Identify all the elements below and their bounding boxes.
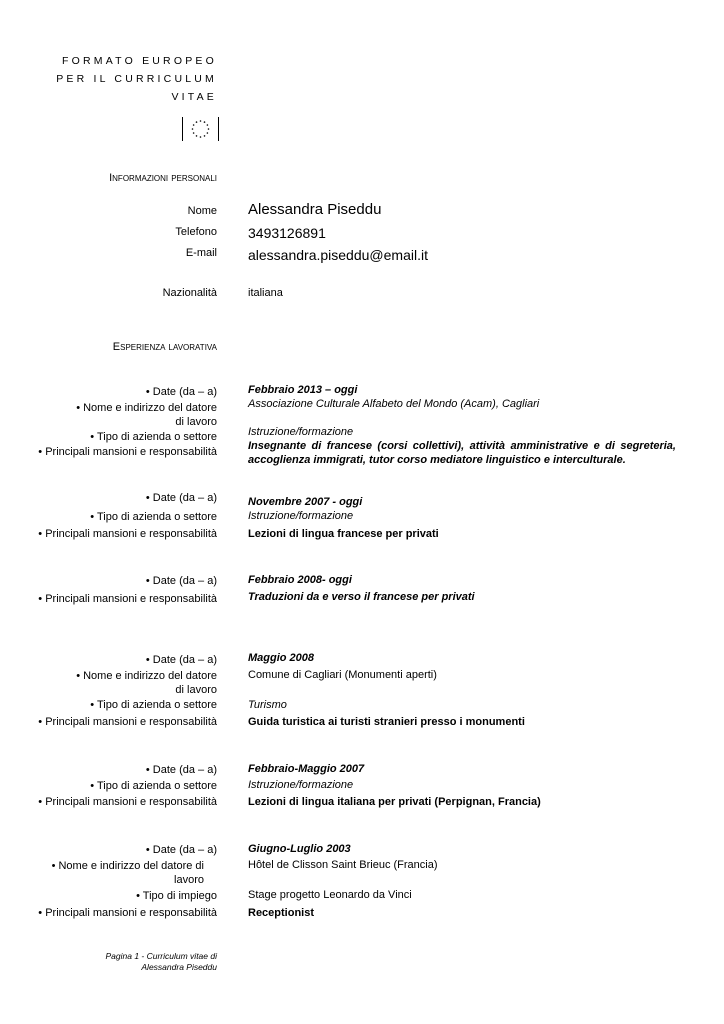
- name-label: Nome: [187, 205, 217, 217]
- entry4-date-label: • Date (da – a): [145, 654, 217, 666]
- entry2-type: Istruzione/formazione: [248, 510, 354, 522]
- entry5-duties-label: • Principali mansioni e responsabilità: [38, 796, 217, 808]
- cv-title: [56, 52, 217, 106]
- entry6-date: Giugno-Luglio 2003: [248, 843, 351, 855]
- entry1-duties-label: • Principali mansioni e responsabilità: [38, 446, 217, 458]
- entry2-date: Novembre 2007 - oggi: [248, 496, 363, 508]
- entry4-type: Turismo: [248, 699, 287, 711]
- email-value[interactable]: alessandra.piseddu@email.it: [248, 247, 428, 263]
- entry4-duties-label: • Principali mansioni e responsabilità: [38, 716, 217, 728]
- name-value: Alessandra Piseddu: [248, 201, 382, 218]
- entry1-date-label: • Date (da – a): [145, 386, 217, 398]
- entry4-duties: Guida turistica ai turisti stranieri presso i monumenti: [248, 716, 525, 728]
- entry1-duties: Insegnante di francese (corsi collettivi), attività amministrative e di segreteria, accoglienza immigrati, tutor corso mediatore linguistico e interculturale.: [248, 440, 676, 466]
- entry3-date-label: • Date (da – a): [145, 575, 217, 587]
- entry1-date: Febbraio 2013 – oggi: [248, 384, 358, 396]
- cv-title-line-2: PER IL CURRICULUM: [56, 73, 217, 85]
- entry5-date-label: • Date (da – a): [145, 764, 217, 776]
- entry1-employer: Associazione Culturale Alfabeto del Mondo (Acam), Cagliari: [248, 398, 540, 410]
- entry2-type-label: • Tipo di azienda o settore: [90, 511, 217, 523]
- section-title-personal: Informazioni personali: [109, 172, 217, 184]
- entry5-type-label: • Tipo di azienda o settore: [90, 780, 217, 792]
- entry5-duties: Lezioni di lingua italiana per privati (Perpignan, Francia): [248, 796, 541, 808]
- footer-line-2: Alessandra Piseddu: [141, 962, 217, 972]
- entry2-date-label: • Date (da – a): [145, 492, 217, 504]
- entry4-type-label: • Tipo di azienda o settore: [90, 699, 217, 711]
- entry4-employer-label: • Nome e indirizzo del datore di lavoro: [76, 670, 217, 696]
- entry6-date-label: • Date (da – a): [145, 844, 217, 856]
- entry3-date: Febbraio 2008- oggi: [248, 574, 352, 586]
- eu-flag-icon: [182, 117, 219, 141]
- nationality-value: italiana: [248, 287, 283, 299]
- entry6-type: Stage progetto Leonardo da Vinci: [248, 889, 412, 901]
- page-footer: [106, 951, 218, 973]
- entry1-type-label: • Tipo di azienda o settore: [90, 431, 217, 443]
- entry6-duties-label: • Principali mansioni e responsabilità: [38, 907, 217, 919]
- entry6-employer: Hôtel de Clisson Saint Brieuc (Francia): [248, 859, 438, 871]
- eu-flag-stars: [183, 117, 218, 141]
- email-label: E-mail: [185, 247, 217, 259]
- footer-line-1: Pagina 1 - Curriculum vitae di: [105, 951, 217, 961]
- entry2-duties-label: • Principali mansioni e responsabilità: [38, 528, 217, 540]
- entry4-date: Maggio 2008: [248, 652, 315, 664]
- entry2-duties: Lezioni di lingua francese per privati: [248, 528, 439, 540]
- phone-label: Telefono: [175, 226, 217, 238]
- entry6-type-label: • Tipo di impiego: [136, 890, 217, 902]
- entry1-type: Istruzione/formazione: [248, 426, 354, 438]
- entry6-duties: Receptionist: [248, 907, 315, 919]
- entry4-employer: Comune di Cagliari (Monumenti aperti): [248, 669, 437, 681]
- entry5-type: Istruzione/formazione: [248, 779, 354, 791]
- section-title-experience: Esperienza lavorativa: [112, 341, 217, 353]
- entry3-duties-label: • Principali mansioni e responsabilità: [38, 593, 217, 605]
- phone-value: 3493126891: [248, 225, 326, 241]
- entry1-employer-label: • Nome e indirizzo del datore di lavoro: [76, 402, 217, 428]
- entry6-employer-label: • Nome e indirizzo del datore di lavoro: [51, 860, 204, 886]
- entry5-date: Febbraio-Maggio 2007: [248, 763, 365, 775]
- entry3-duties: Traduzioni da e verso il francese per privati: [248, 591, 475, 603]
- cv-title-line-3: VITAE: [171, 91, 217, 103]
- nationality-label: Nazionalità: [162, 287, 217, 299]
- cv-title-line-1: FORMATO EUROPEO: [62, 55, 217, 67]
